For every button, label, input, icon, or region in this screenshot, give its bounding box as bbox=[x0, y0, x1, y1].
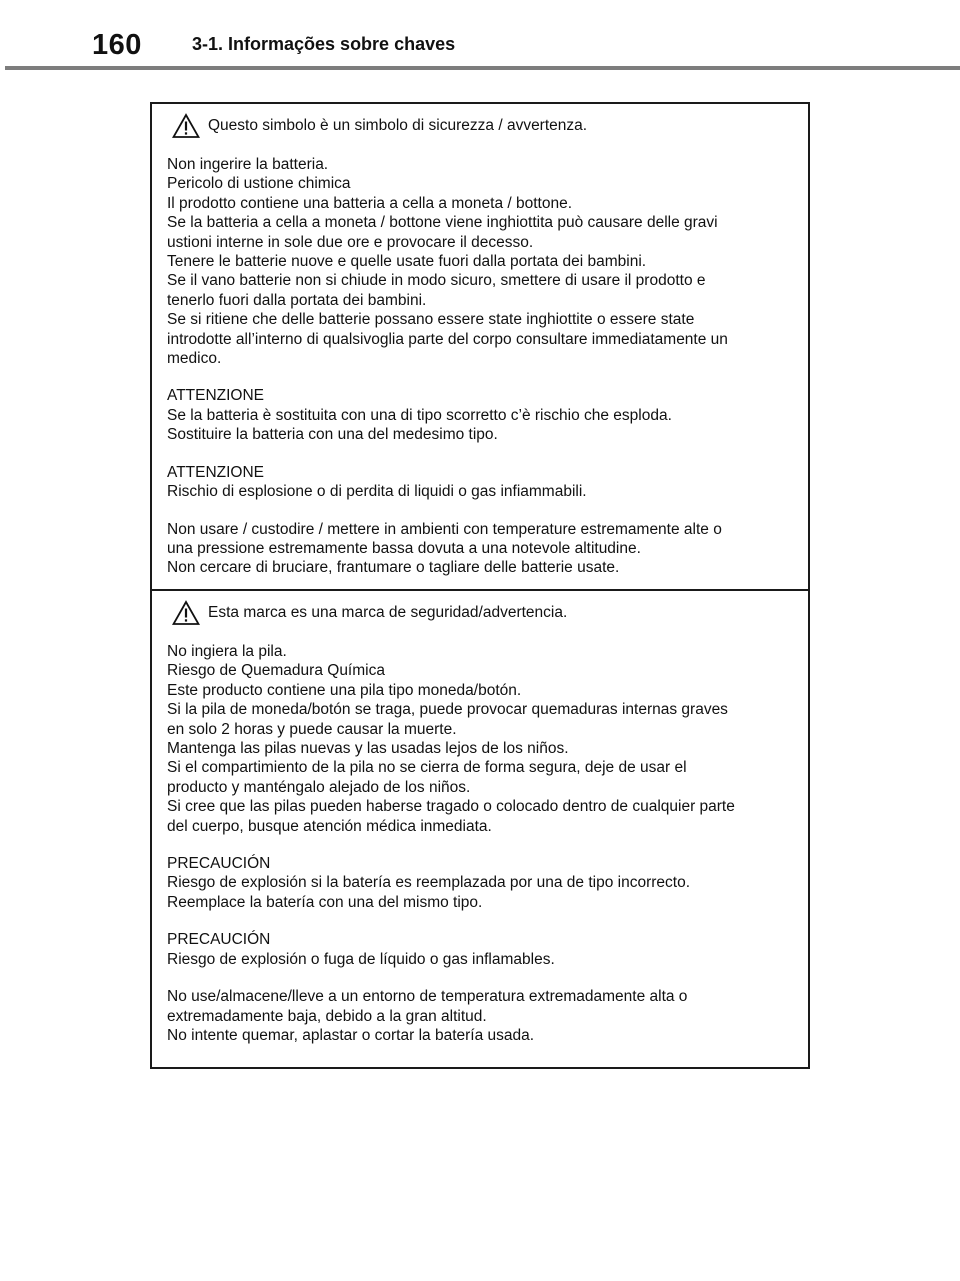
text-line: Si la pila de moneda/botón se traga, puede provocar quemaduras internas graves bbox=[167, 701, 728, 719]
text-line: Non usare / custodire / mettere in ambienti con temperature estremamente alte o bbox=[167, 520, 722, 538]
text-line: No intente quemar, aplastar o cortar la batería usada. bbox=[167, 1026, 535, 1044]
text-line: Se la batteria è sostituita con una di tipo scorretto c’è rischio che esploda. bbox=[167, 406, 672, 424]
text-line: producto y manténgalo alejado de los niños. bbox=[167, 778, 471, 796]
spanish-paragraph-3 bbox=[167, 930, 796, 969]
text-line: Se si ritiene che delle batterie possano essere state inghiottite o essere state bbox=[167, 311, 695, 329]
section-title: 3-1. Informações sobre chaves bbox=[192, 34, 456, 54]
text-line: Riesgo de Quemadura Química bbox=[167, 662, 385, 680]
spanish-warning-heading bbox=[167, 600, 796, 626]
text-line: Si el compartimiento de la pila no se cierra de forma segura, deje de usar el bbox=[167, 759, 687, 777]
text-line: Si cree que las pilas pueden haberse tragado o colocado dentro de cualquier parte bbox=[167, 798, 735, 816]
text-line: en solo 2 horas y puede causar la muerte. bbox=[167, 720, 457, 738]
text-line: introdotte all’interno di qualsivoglia parte del corpo consultare immediatamente un bbox=[167, 330, 728, 348]
spanish-paragraph-4 bbox=[167, 987, 796, 1045]
italian-paragraph-3 bbox=[167, 463, 796, 502]
spanish-warning-section bbox=[152, 589, 808, 1067]
page-number: 160 bbox=[92, 29, 142, 61]
text-line: Mantenga las pilas nuevas y las usadas lejos de los niños. bbox=[167, 740, 569, 758]
italian-paragraph-1 bbox=[167, 155, 796, 368]
text-line: ATTENZIONE bbox=[167, 387, 265, 405]
text-line: No use/almacene/lleve a un entorno de temperatura extremadamente alta o bbox=[167, 988, 688, 1006]
text-line: Non ingerire la batteria. bbox=[167, 156, 329, 173]
italian-paragraph-2 bbox=[167, 386, 796, 444]
text-line: Riesgo de explosión o fuga de líquido o gas inflamables. bbox=[167, 950, 555, 968]
text-line: ustioni interne in sole due ore e provocare il decesso. bbox=[167, 233, 534, 251]
page-header bbox=[0, 0, 960, 72]
text-line: Tenere le batterie nuove e quelle usate fuori dalla portata dei bambini. bbox=[167, 253, 647, 271]
text-line: Non cercare di bruciare, frantumare o tagliare delle batterie usate. bbox=[167, 559, 620, 577]
text-line: Sostituire la batteria con una del medesimo tipo. bbox=[167, 426, 498, 444]
text-line: Reemplace la batería con una del mismo tipo. bbox=[167, 893, 483, 911]
header-divider bbox=[5, 66, 960, 70]
italian-warning-section bbox=[152, 104, 808, 589]
text-line: Se il vano batterie non si chiude in modo sicuro, smettere di usare il prodotto e bbox=[167, 272, 706, 290]
text-line: tenerlo fuori dalla portata dei bambini. bbox=[167, 291, 427, 309]
battery-warning-box bbox=[150, 102, 810, 1069]
text-line: extremadamente baja, debido a la gran altitud. bbox=[167, 1007, 487, 1025]
spanish-paragraph-1 bbox=[167, 642, 796, 836]
text-line: PRECAUCIÓN bbox=[167, 931, 271, 949]
text-line: ATTENZIONE bbox=[167, 463, 265, 481]
text-line: Este producto contiene una pila tipo moneda/botón. bbox=[167, 681, 522, 699]
italian-paragraph-4 bbox=[167, 520, 796, 578]
italian-warning-heading bbox=[167, 113, 796, 139]
text-line: Se la batteria a cella a moneta / bottone viene inghiottita può causare delle gravi bbox=[167, 214, 718, 232]
text-line: Rischio di esplosione o di perdita di liquidi o gas infiammabili. bbox=[167, 483, 587, 501]
italian-warning-text: Questo simbolo è un simbolo di sicurezza / avvertenza. bbox=[208, 117, 588, 134]
text-line: No ingiera la pila. bbox=[167, 643, 287, 660]
text-line: Il prodotto contiene una batteria a cella a moneta / bottone. bbox=[167, 194, 572, 212]
warning-triangle-icon bbox=[172, 113, 200, 139]
spanish-warning-text: Esta marca es una marca de seguridad/advertencia. bbox=[208, 604, 568, 621]
spanish-paragraph-2 bbox=[167, 854, 796, 912]
text-line: del cuerpo, busque atención médica inmediata. bbox=[167, 817, 492, 835]
text-line: medico. bbox=[167, 350, 222, 368]
text-line: una pressione estremamente bassa dovuta a una notevole altitudine. bbox=[167, 539, 641, 557]
text-line: Pericolo di ustione chimica bbox=[167, 175, 351, 193]
warning-triangle-icon bbox=[172, 600, 200, 626]
text-line: PRECAUCIÓN bbox=[167, 855, 271, 873]
text-line: Riesgo de explosión si la batería es reemplazada por una de tipo incorrecto. bbox=[167, 874, 691, 892]
